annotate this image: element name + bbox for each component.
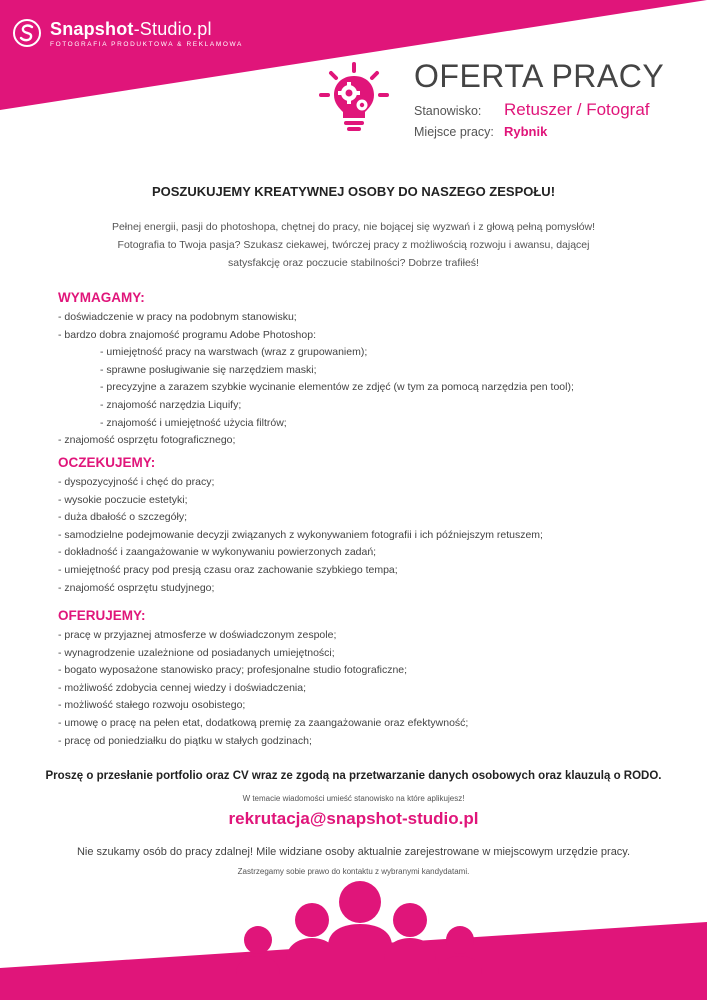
list-item: - precyzyjne a zarazem szybkie wycinanie elementów ze zdjęć (w tym za pomocą narzędzia pen tool);	[100, 381, 574, 394]
list-item: - umiejętność pracy pod presją czasu oraz zachowanie szybkiego tempa;	[58, 563, 398, 576]
brand-name-bold: Snapshot	[50, 18, 134, 39]
contact-email-link[interactable]: rekrutacja@snapshot-studio.pl	[228, 809, 479, 828]
subject-note: W temacie wiadomości umieść stanowisko na które aplikujesz!	[242, 794, 465, 803]
list-item: - bardzo dobra znajomość programu Adobe Photoshop:	[58, 328, 316, 341]
list-item: - wysokie poczucie estetyki;	[58, 493, 188, 506]
expectations-section	[58, 452, 658, 597]
requirements-title: WYMAGAMY:	[58, 290, 145, 305]
list-item: - możliwość stałego rozwoju osobistego;	[58, 699, 246, 712]
brand-logo[interactable]	[12, 18, 243, 48]
list-item: - znajomość osprzętu studyjnego;	[58, 581, 215, 594]
list-item: - możliwość zdobycia cennej wiedzy i doświadczenia;	[58, 681, 307, 694]
lightbulb-gear-icon	[318, 62, 390, 134]
expectations-title: OCZEKUJEMY:	[58, 455, 156, 470]
position-label: Stanowisko:	[414, 104, 482, 118]
position-value: Retuszer / Fotograf	[504, 100, 650, 119]
team-silhouettes-illustration	[0, 870, 707, 1000]
list-item: - umiejętność pracy na warstwach (wraz z grupowaniem);	[100, 346, 368, 359]
list-item: - dokładność i zaangażowanie w wykonywaniu powierzonych zadań;	[58, 546, 377, 559]
offer-list	[58, 627, 658, 750]
list-item: - znajomość i umiejętność użycia filtrów;	[100, 416, 287, 429]
location-label: Miejsce pracy:	[414, 125, 494, 139]
remote-work-note: Nie szukamy osób do pracy zdalnej! Mile widziane osoby aktualnie zarejestrowane w miejscowym urzędzie pracy.	[76, 846, 631, 858]
location-value: Rybnik	[504, 124, 548, 139]
expectations-list	[58, 474, 658, 597]
logo-icon	[12, 18, 42, 48]
brand-name-light: -Studio.pl	[133, 18, 212, 39]
list-item: - duża dbałość o szczegóły;	[58, 511, 187, 524]
requirements-section	[58, 287, 658, 450]
page-title: OFERTA PRACY	[414, 58, 665, 94]
list-item: - pracę od poniedziałku do piątku w stałych godzinach;	[58, 734, 312, 747]
list-item: - sprawne posługiwanie się narzędziem maski;	[100, 363, 317, 376]
list-item: - znajomość osprzętu fotograficznego;	[58, 434, 236, 447]
intro-paragraph	[60, 218, 647, 272]
intro-line: satysfakcję oraz poczucie stabilności? Dobrze trafiłeś!	[228, 257, 479, 269]
list-item: - samodzielne podejmowanie decyzji związanych z wykonywaniem fotografii i ich późniejszym retuszem;	[58, 528, 543, 541]
offer-section	[58, 605, 658, 750]
list-item: - dyspozycyjność i chęć do pracy;	[58, 476, 215, 488]
brand-tagline: FOTOGRAFIA PRODUKTOWA & REKLAMOWA	[50, 40, 243, 48]
list-item: - umowę o pracę na pełen etat, dodatkową premię za zaangażowanie oraz efektywność;	[58, 716, 469, 729]
position-row	[414, 100, 650, 120]
application-cta: Proszę o przesłanie portfolio oraz CV wraz ze zgodą na przetwarzanie danych osobowych oraz klauzulą o RODO.	[45, 770, 662, 782]
brand-name	[50, 19, 243, 40]
list-item: - pracę w przyjaznej atmosferze w doświadczonym zespole;	[58, 629, 337, 641]
list-item: - doświadczenie w pracy na podobnym stanowisku;	[58, 311, 297, 323]
contact-note: Zastrzegamy sobie prawo do kontaktu z wybranymi kandydatami.	[237, 867, 470, 876]
requirements-list	[58, 309, 658, 450]
location-row	[414, 124, 547, 139]
headline: POSZUKUJEMY KREATYWNEJ OSOBY DO NASZEGO ZESPOŁU!	[151, 184, 556, 199]
offer-title: OFERUJEMY:	[58, 608, 146, 623]
intro-line: Fotografia to Twoja pasja? Szukasz ciekawej, twórczej pracy z możliwością rozwoju i awansu, dającej	[117, 239, 590, 251]
list-item: - wynagrodzenie uzależnione od posiadanych umiejętności;	[58, 646, 335, 659]
list-item: - bogato wyposażone stanowisko pracy; profesjonalne studio fotograficzne;	[58, 664, 408, 677]
intro-line: Pełnej energii, pasji do photoshopa, chętnej do pracy, nie bojącej się wyzwań i z głową pełną pomysłów!	[111, 221, 596, 233]
list-item: - znajomość narzędzia Liquify;	[100, 398, 242, 411]
